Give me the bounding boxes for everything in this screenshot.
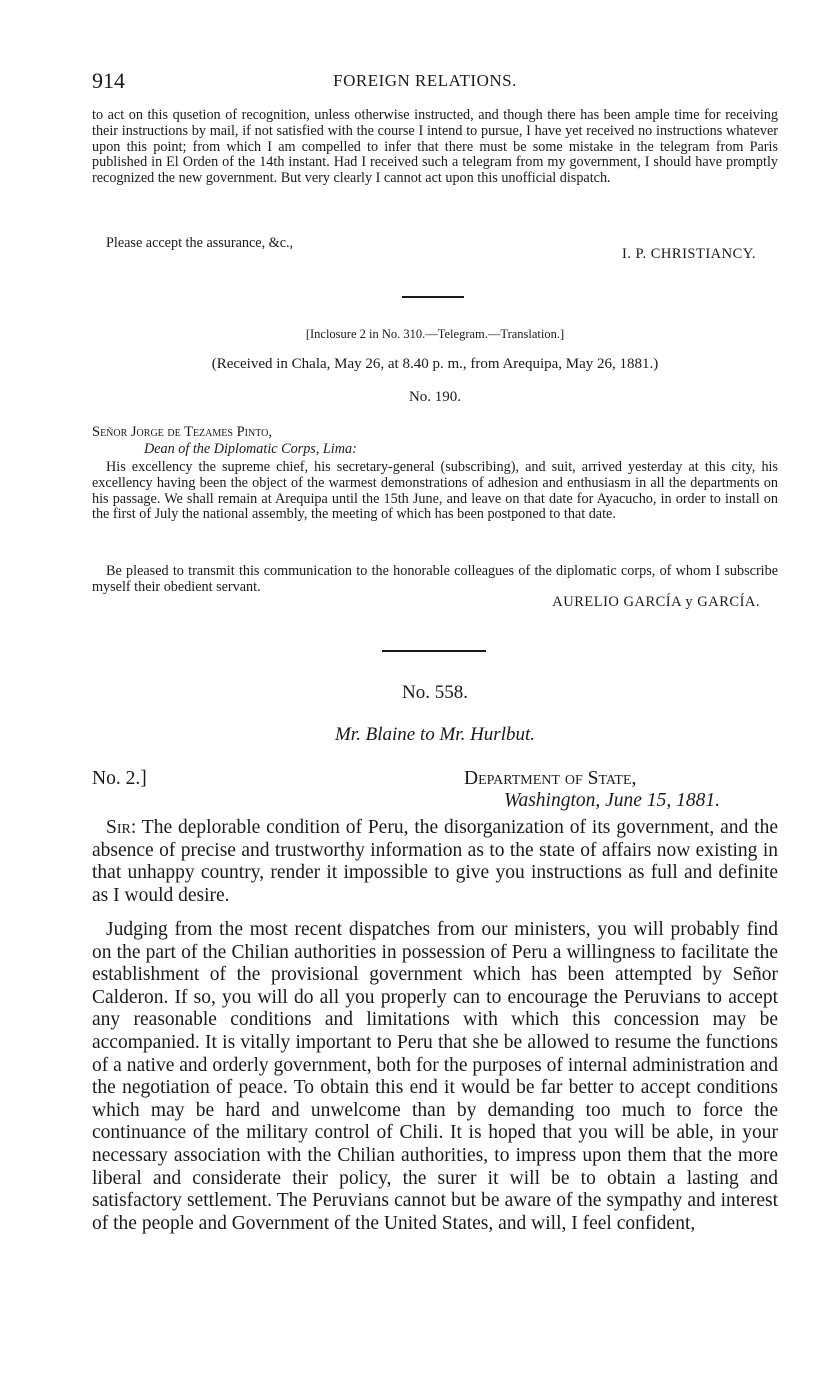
- addressee-name: Señor Jorge de Tezames Pinto,: [92, 424, 272, 440]
- telegram-body: His excellency the supreme chief, his secretary-general (subscribing), and suit, arrived yesterday at this city, his excellency having been the object of the warmest demonstrations of adhesion and enthusiasm in all the departments on his passage. We shall remain at Arequipa until the 15th June, and leave on that date for Ayacucho, in order to install on the first of July the national assembly, the meeting of which has been postponed to that date.: [92, 459, 778, 523]
- paragraph-2: Judging from the most recent dispatches from our ministers, you will probably find on the part of the Chilian authorities in possession of Peru a willingness to facilitate the establishment of the provisional government which has been attempted by Señor Calderon. If so, you will do all you properly can to encourage the Peruvians to accept any reasonable conditions and limitations with which this concession may be accompanied. It is vitally important to Peru that she be allowed to resume the functions of a native and orderly government, both for the purposes of internal administration and the negotiation of peace. To obtain this end it would be far better to accept conditions which may be hard and unwelcome than by demanding too much to force the continuance of the military control of Chili. It is hoped that you will be able, in your necessary association with the Chilian authorities, to impress upon them that the more liberal and considerate their policy, the surer it will be to obtain a lasting and satisfactory settlement. The Peruvians cannot but be aware of the sympathy and interest of the people and Government of the United States, and will, I feel confident,: [92, 919, 778, 1234]
- date-month: June 15, 1881.: [605, 790, 720, 811]
- addressee-title: Dean of the Diplomatic Corps, Lima:: [144, 441, 357, 457]
- department-line: Department of State,: [464, 768, 637, 789]
- section-divider-2: [382, 650, 486, 652]
- received-line: (Received in Chala, May 26, at 8.40 p. m., from Arequipa, May 26, 1881.): [211, 356, 659, 372]
- place: Washington,: [504, 790, 601, 811]
- enclosure-note: [Inclosure 2 in No. 310.—Telegram.—Translation.]: [305, 327, 565, 341]
- page-header: [92, 68, 758, 98]
- paragraph-1: [92, 817, 778, 907]
- salutation: Sir:: [106, 817, 137, 838]
- dispatch-ref: No. 2.]: [92, 768, 147, 789]
- page-number: 914: [92, 68, 125, 93]
- running-head: FOREIGN RELATIONS.: [333, 71, 517, 90]
- telegram-request: Be pleased to transmit this communication to the honorable colleagues of the diplomatic corps, of whom I subscribe myself their obedient servant.: [92, 563, 778, 595]
- letter1-signature: I. P. CHRISTIANCY.: [621, 246, 756, 262]
- paragraph-1-text: The deplorable condition of Peru, the disorganization of its government, and the absence of precise and trustworthy information as to the state of affairs now existing in that unhappy country, render it impossible to give you instructions as full and definite as I would desire.: [92, 817, 778, 906]
- telegram-number: No. 190.: [408, 389, 462, 405]
- telegram-signature: AURELIO GARCÍA y GARCÍA.: [552, 594, 760, 610]
- letter-title: Mr. Blaine to Mr. Hurlbut.: [334, 724, 536, 745]
- letter1-body: to act on this qusetion of recognition, unless otherwise instructed, and though there has been ample time for receiving their instructions by mail, if not satisfied with the course I intend to pursue, I have yet received no instructions whatever upon this point; from which I am compelled to infer that there must be some mistake in the telegram from Paris published in El Orden of the 14th instant. Had I received such a telegram from my government, I should have promptly recognized the new government. But very clearly I cannot act upon this unofficial dispatch.: [92, 107, 778, 187]
- section-divider: [402, 296, 464, 298]
- document-number: No. 558.: [402, 682, 468, 703]
- dateline: [504, 790, 720, 812]
- letter1-closing: Please accept the assurance, &c.,: [106, 235, 294, 251]
